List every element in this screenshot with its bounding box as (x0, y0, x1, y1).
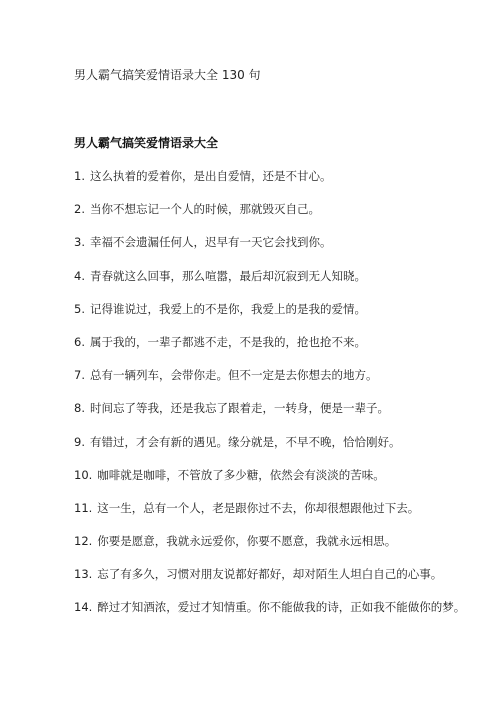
quote-text: 青春就这么回事，那么喧嚣，最后却沉寂到无人知晓。 (89, 268, 366, 283)
quote-number: 5. (74, 301, 85, 316)
quote-text: 醉过才知酒浓，爱过才知情重。你不能做我的诗，正如我不能做你的梦。 (97, 600, 466, 615)
quote-text: 时间忘了等我，还是我忘了跟着走，一转身，便是一辈子。 (89, 401, 389, 416)
quote-list (74, 169, 474, 634)
quote-number: 3. (74, 235, 85, 250)
list-item (74, 235, 474, 268)
list-item (74, 567, 474, 600)
section-heading: 男人霸气搞笑爱情语录大全 (74, 136, 219, 150)
quote-number: 12. (74, 534, 93, 549)
quote-text: 当你不想忘记一个人的时候，那就毁灭自己。 (89, 202, 320, 217)
quote-text: 总有一辆列车，会带你走。但不一定是去你想去的地方。 (89, 368, 378, 383)
list-item (74, 435, 474, 468)
quote-number: 9. (74, 434, 85, 449)
list-item (74, 368, 474, 401)
quote-text: 忘了有多久，习惯对朋友说都好都好，却对陌生人坦白自己的心事。 (97, 567, 443, 582)
quote-text: 这一生，总有一个人，老是跟你过不去，你却很想跟他过下去。 (97, 500, 420, 515)
quote-text: 这么执着的爱着你，是出自爱情，还是不甘心。 (89, 169, 332, 183)
quote-number: 2. (74, 202, 85, 217)
list-item (74, 302, 474, 335)
quote-number: 1. (74, 169, 85, 183)
list-item (74, 202, 474, 235)
list-item (74, 501, 474, 534)
quote-text: 幸福不会遗漏任何人，迟早有一天它会找到你。 (89, 235, 332, 250)
quote-number: 6. (74, 334, 85, 349)
quote-number: 14. (74, 600, 93, 615)
list-item (74, 269, 474, 302)
quote-text: 有错过，才会有新的遇见。缘分就是，不早不晚，恰恰刚好。 (89, 434, 401, 449)
quote-number: 10. (74, 467, 93, 482)
list-item (74, 401, 474, 434)
quote-text: 记得谁说过，我爱上的不是你，我爱上的是我的爱情。 (89, 301, 366, 316)
list-item (74, 169, 474, 202)
list-item (74, 468, 474, 501)
list-item (74, 335, 474, 368)
quote-text: 咖啡就是咖啡，不管放了多少糖，依然会有淡淡的苦味。 (97, 467, 385, 482)
quote-text: 你要是愿意，我就永远爱你，你要不愿意，我就永远相思。 (97, 534, 397, 549)
quote-number: 4. (74, 268, 85, 283)
quote-number: 8. (74, 401, 85, 416)
quote-number: 7. (74, 368, 85, 383)
quote-number: 11. (74, 500, 93, 515)
list-item (74, 600, 474, 633)
quote-number: 13. (74, 567, 93, 582)
list-item (74, 534, 474, 567)
document-title: 男人霸气搞笑爱情语录大全 130 句 (74, 68, 261, 82)
quote-text: 属于我的，一辈子都逃不走，不是我的，抢也抢不来。 (89, 334, 366, 349)
